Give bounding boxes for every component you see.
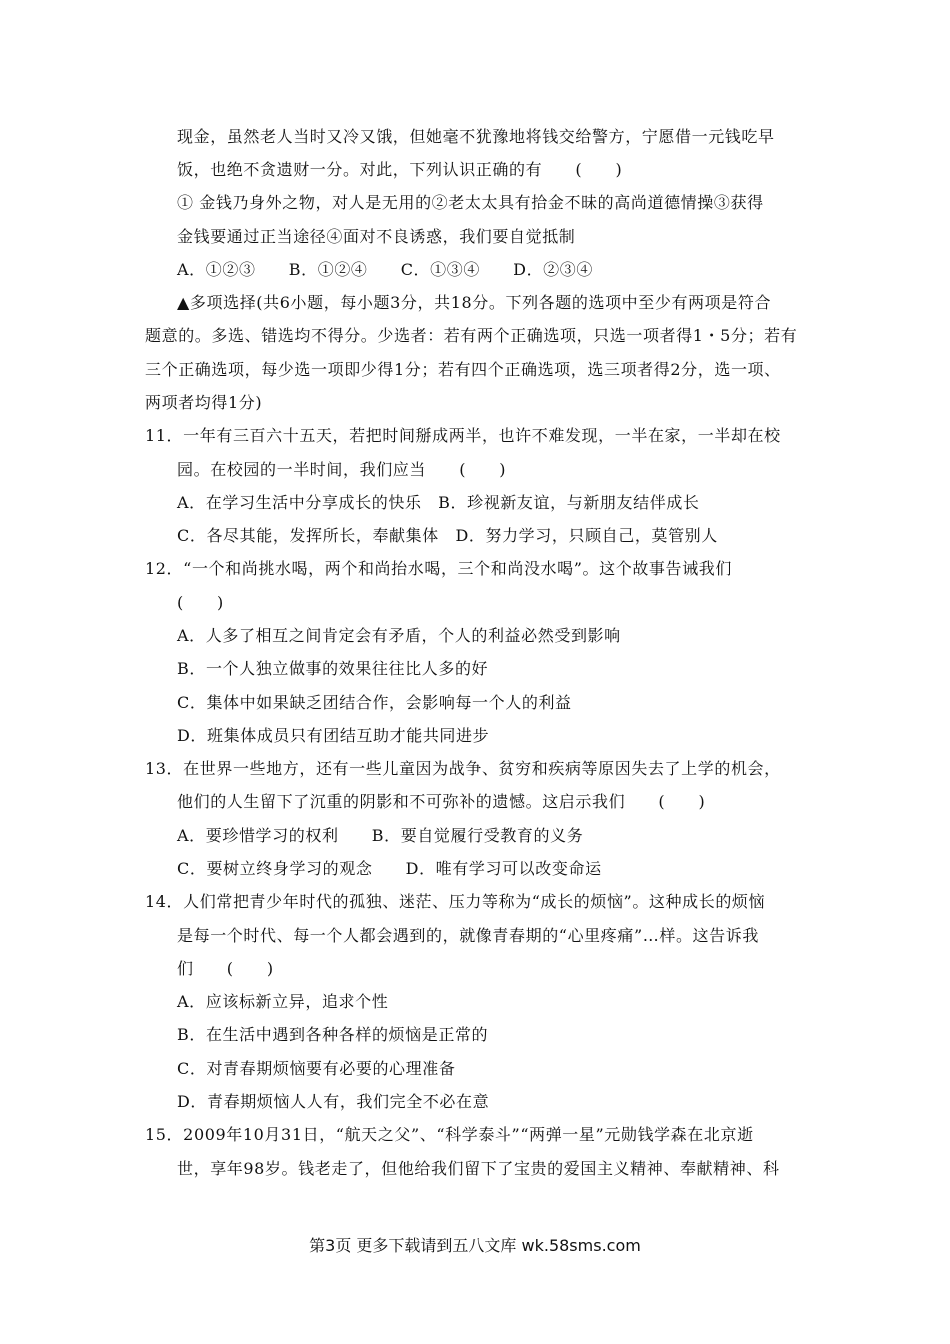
question-12-option: D．班集体成员只有团结互助才能共同进步 bbox=[177, 726, 490, 745]
question-15-stem: 世，享年98岁。钱老走了，但他给我们留下了宝贵的爱国主义精神、奉献精神、科 bbox=[177, 1159, 780, 1178]
question-12-stem: ( ) bbox=[177, 593, 224, 612]
question-14-option: A．应该标新立异，追求个性 bbox=[177, 992, 389, 1011]
question-15-stem: 15．2009年10月31日，“航天之父”、“科学泰斗”“两弹一星”元勋钱学森在北京逝 bbox=[145, 1125, 754, 1144]
question-12-option: B．一个人独立做事的效果往往比人多的好 bbox=[177, 659, 489, 678]
question-11-stem: 11．一年有三百六十五天，若把时间掰成两半，也许不难发现，一半在家，一半却在校 bbox=[145, 426, 781, 445]
page-footer: 第3页 更多下载请到五八文库 wk.58sms.com bbox=[309, 1236, 641, 1255]
question-12-stem: 12．“一个和尚挑水喝，两个和尚抬水喝，三个和尚没水喝”。这个故事告诫我们 bbox=[145, 559, 732, 578]
section-heading-line: 题意的。多选、错选均不得分。少选者：若有两个正确选项，只选一项者得1・5分；若有 bbox=[145, 326, 798, 345]
question-11-option: C．各尽其能，发挥所长，奉献集体 D．努力学习，只顾自己，莫管别人 bbox=[177, 526, 718, 545]
intro-question-options: A．①②③ B．①②④ C．①③④ D．②③④ bbox=[177, 260, 593, 279]
intro-question-line: 饭，也绝不贪遗财一分。对此，下列认识正确的有 ( ) bbox=[177, 160, 623, 179]
question-14-option: B．在生活中遇到各种各样的烦恼是正常的 bbox=[177, 1025, 489, 1044]
intro-question-line: 金钱要通过正当途径④面对不良诱惑，我们要自觉抵制 bbox=[177, 227, 576, 246]
question-11-stem: 园。在校园的一半时间，我们应当 ( ) bbox=[177, 460, 507, 479]
question-13-stem: 13．在世界一些地方，还有一些儿童因为战争、贫穷和疾病等原因失去了上学的机会， bbox=[145, 759, 781, 778]
intro-question-line: ① 金钱乃身外之物，对人是无用的②老太太具有拾金不昧的高尚道德情操③获得 bbox=[177, 193, 764, 212]
question-13-option: C．要树立终身学习的观念 D．唯有学习可以改变命运 bbox=[177, 859, 602, 878]
question-13-option: A．要珍惜学习的权利 B．要自觉履行受教育的义务 bbox=[177, 826, 584, 845]
question-14-stem: 14．人们常把青少年时代的孤独、迷茫、压力等称为“成长的烦恼”。这种成长的烦恼 bbox=[145, 892, 766, 911]
question-14-stem: 们 ( ) bbox=[177, 959, 274, 978]
question-14-stem: 是每一个时代、每一个人都会遇到的，就像青春期的“心里疼痛”…样。这告诉我 bbox=[177, 926, 759, 945]
section-heading-line: 两项者均得1分) bbox=[145, 393, 263, 412]
question-14-option: D．青春期烦恼人人有，我们完全不必在意 bbox=[177, 1092, 490, 1111]
question-12-option: C．集体中如果缺乏团结合作，会影响每一个人的利益 bbox=[177, 693, 572, 712]
question-13-stem: 他们的人生留下了沉重的阴影和不可弥补的遗憾。这启示我们 ( ) bbox=[177, 792, 706, 811]
question-14-option: C．对青春期烦恼要有必要的心理准备 bbox=[177, 1059, 456, 1078]
question-12-option: A．人多了相互之间肯定会有矛盾，个人的利益必然受到影响 bbox=[177, 626, 621, 645]
intro-question-line: 现金，虽然老人当时又冷又饿，但她毫不犹豫地将钱交给警方，宁愿借一元钱吃早 bbox=[177, 127, 775, 146]
section-heading-line: 三个正确选项，每少选一项即少得1分；若有四个正确选项，选三项者得2分，选一项、 bbox=[145, 360, 781, 379]
section-heading-line: ▲多项选择(共6小题，每小题3分，共18分。下列各题的选项中至少有两项是符合 bbox=[177, 293, 772, 312]
question-11-option: A．在学习生活中分享成长的快乐 B．珍视新友谊，与新朋友结伴成长 bbox=[177, 493, 700, 512]
